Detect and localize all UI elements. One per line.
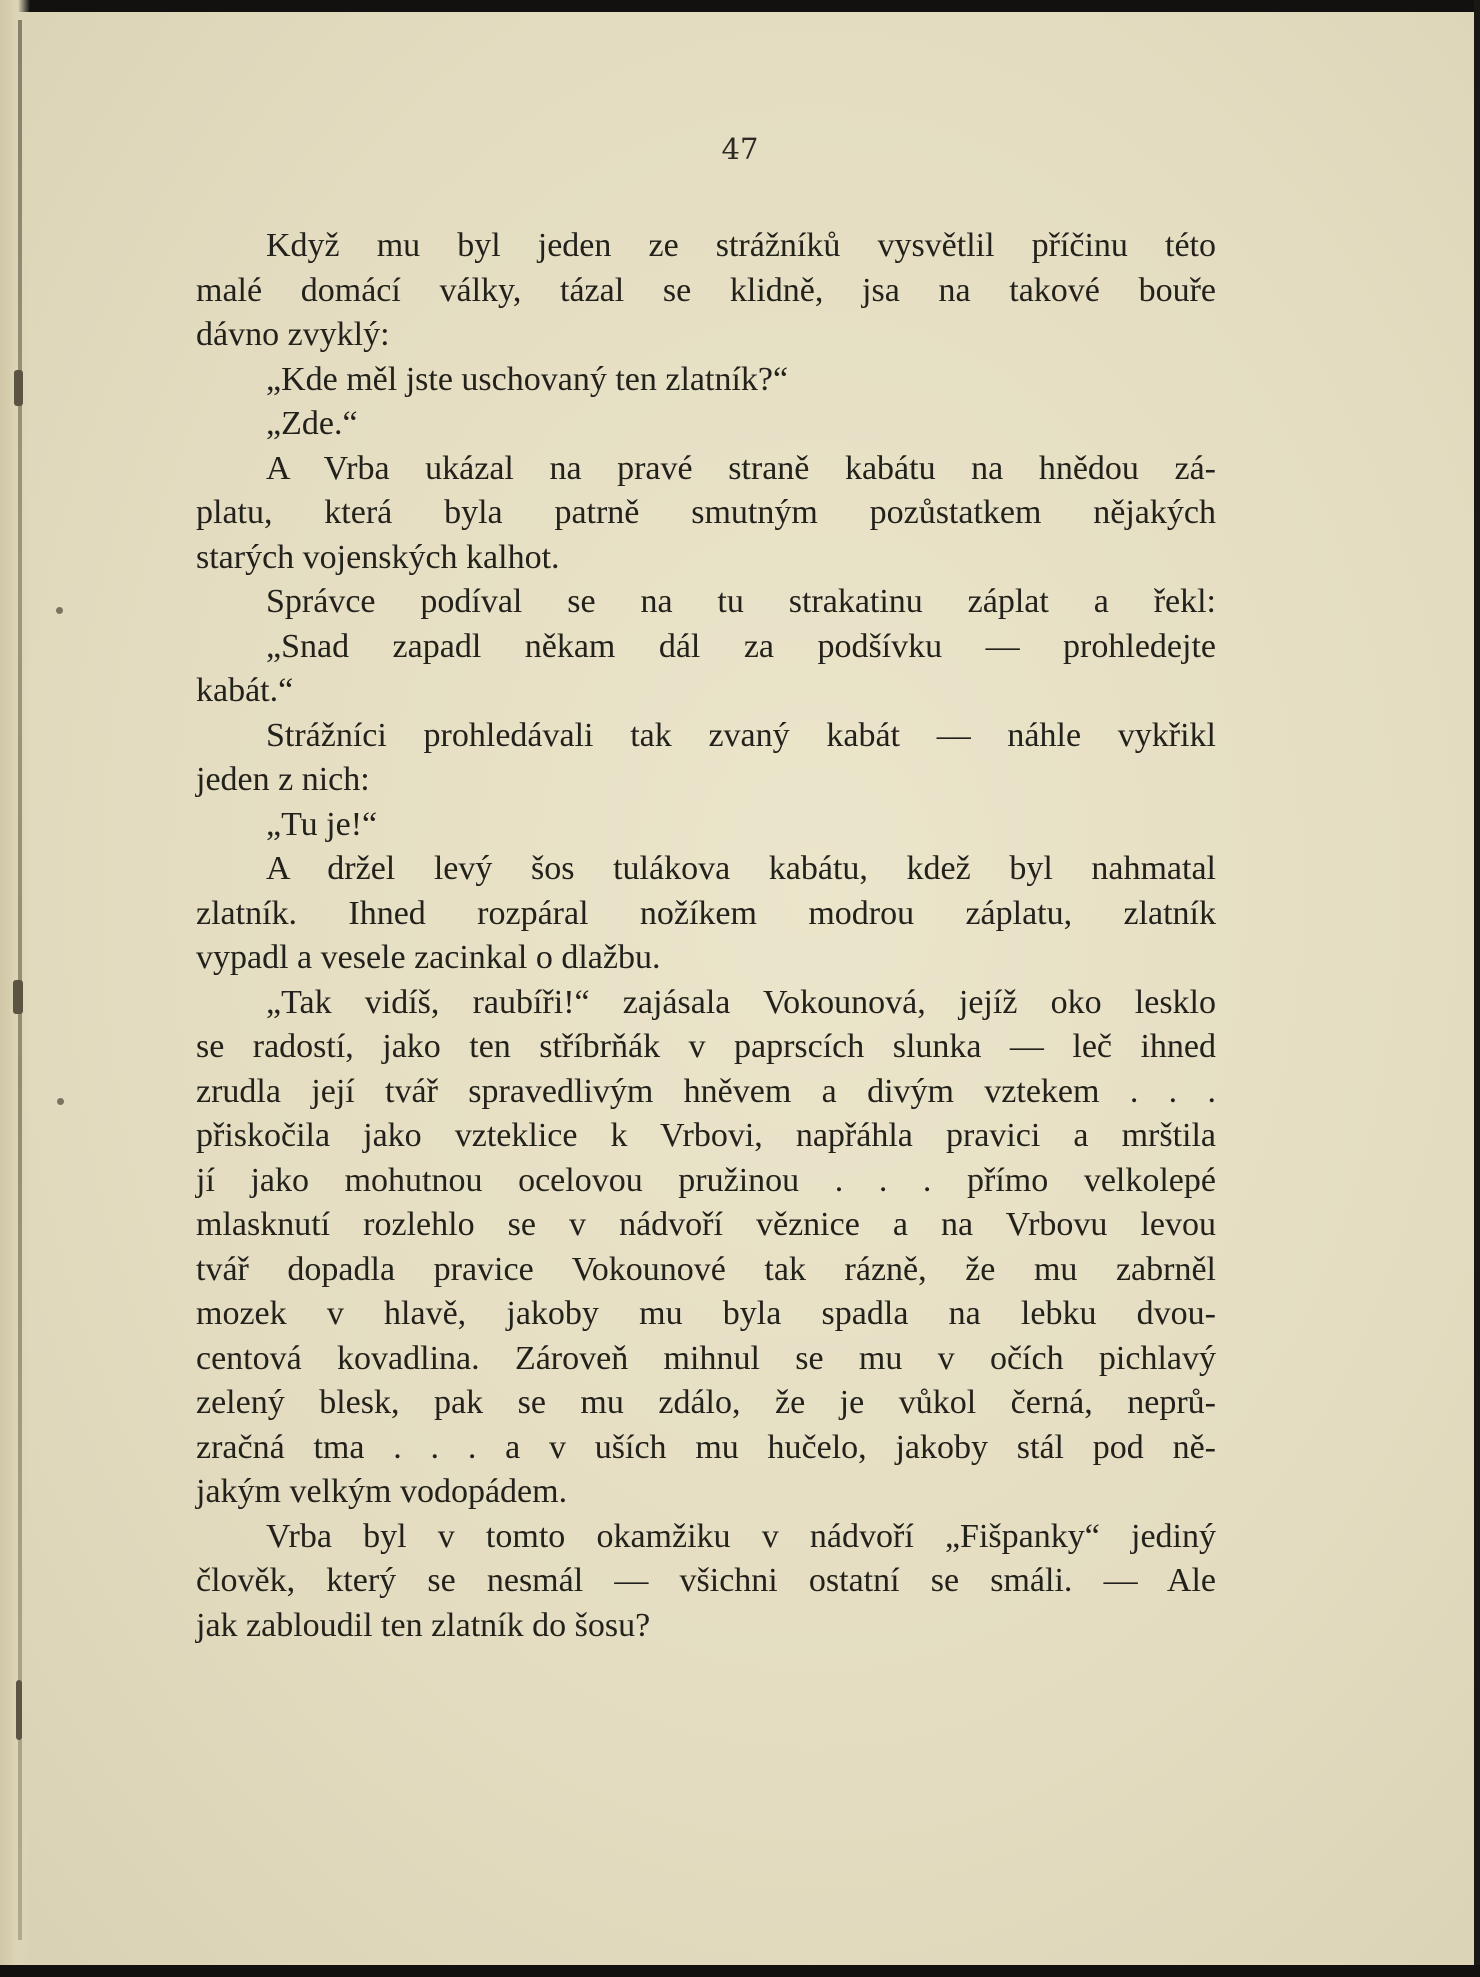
text-line: Když mu byl jeden ze strážníků vysvětlil příčinu této [266, 227, 1216, 264]
binding-mark [13, 980, 23, 1014]
binding-mark [16, 1680, 22, 1740]
text-line: „Snad zapadl někam dál za podšívku — prohledejte [266, 627, 1216, 665]
text-line: jí jako mohutnou ocelovou pružinou . . . přímo velkolepé [196, 1161, 1216, 1199]
scan-border-right [1474, 0, 1480, 1977]
text-line: starých vojenských kalhot. [196, 538, 560, 576]
scan-border-top [0, 0, 1480, 12]
text-line: jak zabloudil ten zlatník do šosu? [196, 1606, 651, 1644]
text-line: „Kde měl jste uschovaný ten zlatník?“ [266, 360, 789, 398]
text-line: mlasknutí rozlehlo se v nádvoří věznice a na Vrbovu levou [196, 1206, 1216, 1243]
text-line: Strážníci prohledávali tak zvaný kabát — náhle vykřikl [266, 716, 1216, 754]
text-line: „Tu je!“ [266, 805, 378, 843]
text-line: zrudla její tvář spravedlivým hněvem a divým vztekem . . . [196, 1072, 1216, 1110]
text-line: mozek v hlavě, jakoby mu byla spadla na lebku dvou- [196, 1295, 1216, 1332]
text-line: Správce podíval se na tu strakatinu záplat a řekl: [266, 583, 1216, 620]
text-line: centová kovadlina. Zároveň mihnul se mu v očích pichlavý [196, 1339, 1216, 1377]
text-line: jakým velkým vodopádem. [196, 1473, 568, 1510]
text-line: zlatník. Ihned rozpáral nožíkem modrou záplatu, zlatník [196, 894, 1216, 932]
text-line: tvář dopadla pravice Vokounové tak rázně, že mu zabrněl [196, 1250, 1216, 1288]
text-line: malé domácí války, tázal se klidně, jsa na takové bouře [196, 271, 1216, 309]
text-line: A Vrba ukázal na pravé straně kabátu na hnědou zá- [266, 449, 1216, 487]
speck-mark [56, 607, 63, 614]
text-line: kabát.“ [196, 672, 294, 709]
page-binding-edge [0, 0, 30, 1977]
body-text [196, 224, 1216, 1648]
scan-border-bottom [0, 1965, 1480, 1977]
text-line: člověk, který se nesmál — všichni ostatní se smáli. — Ale [196, 1562, 1216, 1599]
text-line: platu, která byla patrně smutným pozůstatkem nějakých [196, 494, 1216, 531]
text-line: A držel levý šos tulákova kabátu, kdež byl nahmatal [266, 850, 1216, 887]
text-line: zelený blesk, pak se mu zdálo, že je vůkol černá, neprů- [196, 1384, 1216, 1421]
text-line: Vrba byl v tomto okamžiku v nádvoří „Fišpanky“ jediný [266, 1517, 1216, 1555]
text-line: jeden z nich: [196, 761, 370, 798]
text-line: vypadl a vesele zacinkal o dlažbu. [196, 939, 661, 976]
text-line: se radostí, jako ten stříbrňák v paprscích slunka — leč ihned [196, 1028, 1216, 1065]
text-line: zračná tma . . . a v uších mu hučelo, jakoby stál pod ně- [196, 1428, 1216, 1466]
text-line: „Zde.“ [266, 405, 358, 442]
binding-mark [14, 370, 23, 406]
text-line: dávno zvyklý: [196, 316, 390, 353]
text-line: „Tak vidíš, raubíři!“ zajásala Vokounová, jejíž oko lesklo [266, 983, 1216, 1021]
speck-mark [57, 1098, 64, 1105]
text-line: přiskočila jako vzteklice k Vrbovi, napřáhla pravici a mrštila [196, 1117, 1216, 1154]
page-number: 47 [721, 132, 759, 166]
